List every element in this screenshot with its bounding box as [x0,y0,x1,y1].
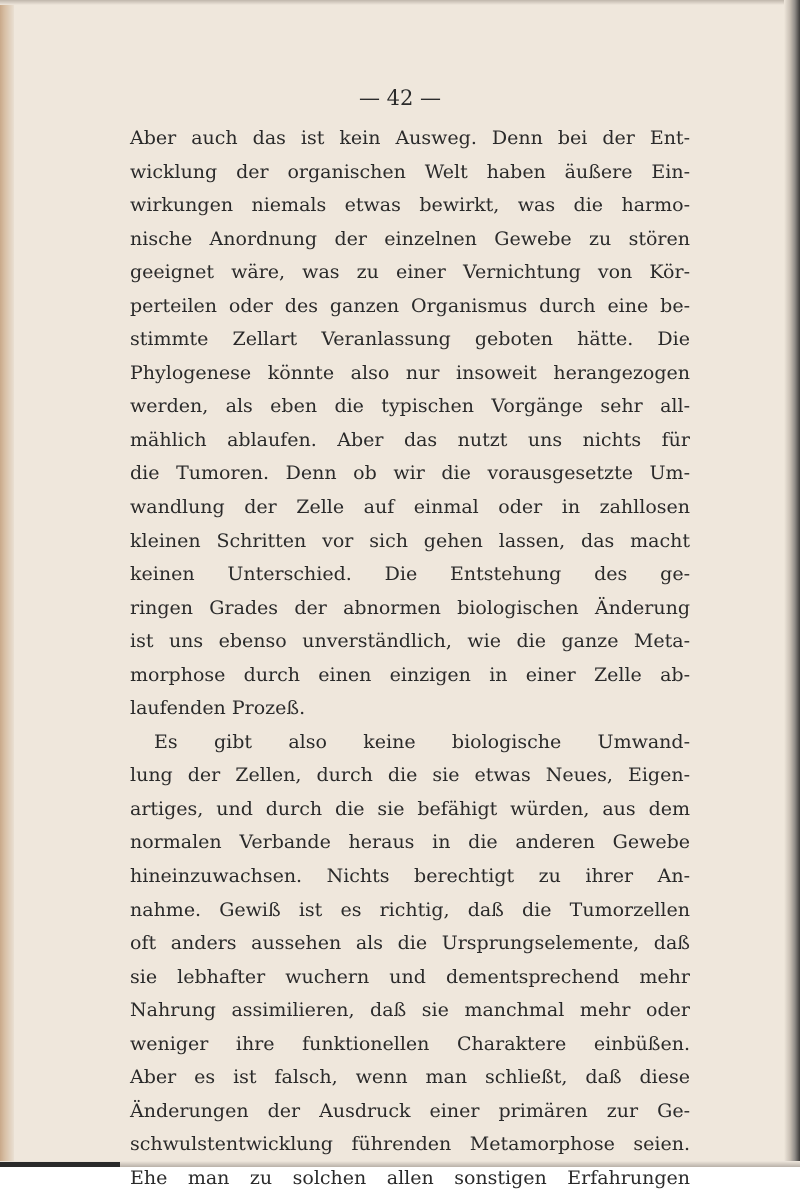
text-line: nahme. Gewiß ist es richtig, daß die Tumorzellen [130,898,690,921]
text-line: schwulstentwicklung führenden Metamorphose seien. [130,1133,690,1156]
text-line: perteilen oder des ganzen Organismus durch eine be- [130,294,690,317]
text-line: normalen Verbande heraus in die anderen Gewebe [130,831,690,854]
page-right-edge-shadow [784,0,800,1167]
text-line: stimmte Zellart Veranlassung geboten hätte. Die [130,328,690,351]
text-line: Nahrung assimilieren, daß sie manchmal mehr oder [130,999,690,1022]
page-left-edge-shadow [0,0,14,1167]
text-line: Es gibt also keine biologische Umwand- [154,730,690,753]
text-line: werden, als eben die typischen Vorgänge sehr all- [130,395,690,418]
page-number: — 42 — [358,86,442,110]
text-line: morphose durch einen einzigen in einer Zelle ab- [130,663,690,686]
text-line: oft anders aussehen als die Ursprungselemente, daß [130,932,690,955]
text-line: ist uns ebenso unverständlich, wie die ganze Meta- [130,630,690,653]
text-line: die Tumoren. Denn ob wir die vorausgesetzte Um- [130,462,690,485]
text-line: nische Anordnung der einzelnen Gewebe zu stören [130,227,690,250]
text-line: wicklung der organischen Welt haben äußere Ein- [130,160,690,183]
text-line: geeignet wäre, was zu einer Vernichtung von Kör- [130,261,690,284]
text-line: mählich ablaufen. Aber das nutzt uns nichts für [130,428,690,451]
text-line: kleinen Schritten vor sich gehen lassen, das macht [130,529,690,552]
page-top-edge-shadow [0,0,800,5]
text-line: laufenden Prozeß. [130,697,306,720]
text-line: Ehe man zu solchen allen sonstigen Erfahrungen [130,1166,690,1189]
text-line: wandlung der Zelle auf einmal oder in zahllosen [130,496,690,519]
scan-bottom-mark [0,1162,120,1167]
text-line: keinen Unterschied. Die Entstehung des ge- [130,563,690,586]
text-line: ringen Grades der abnormen biologischen Änderung [130,596,690,619]
text-line: Phylogenese könnte also nur insoweit herangezogen [130,361,690,384]
text-line: lung der Zellen, durch die sie etwas Neues, Eigen- [130,764,690,787]
text-line: artiges, und durch die sie befähigt würden, aus dem [130,797,690,820]
text-line: weniger ihre funktionellen Charaktere einbüßen. [130,1032,690,1055]
text-line: sie lebhafter wuchern und dementsprechend mehr [130,965,690,988]
text-line: wirkungen niemals etwas bewirkt, was die harmo- [130,194,690,217]
text-line: Änderungen der Ausdruck einer primären zur Ge- [130,1099,690,1122]
text-line: hineinzuwachsen. Nichts berechtigt zu ihrer An- [130,865,690,888]
text-line: Aber es ist falsch, wenn man schließt, daß diese [130,1066,690,1089]
text-line: Aber auch das ist kein Ausweg. Denn bei der Ent- [130,127,690,149]
body-text [130,122,690,1196]
